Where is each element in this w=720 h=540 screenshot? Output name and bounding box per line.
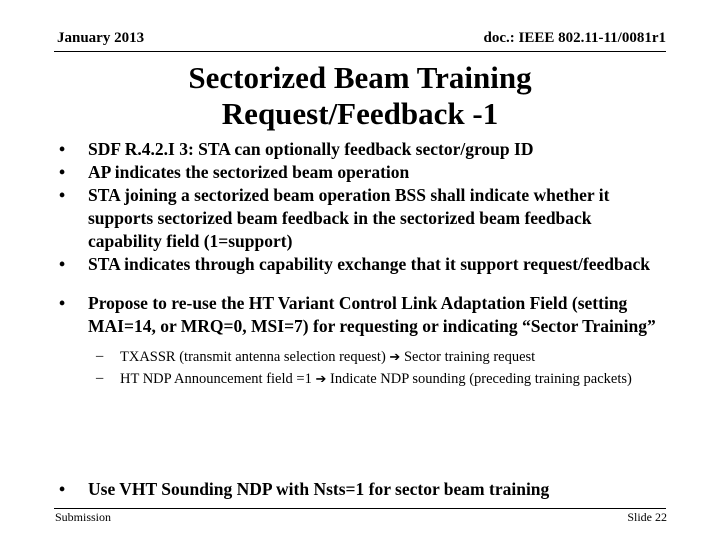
slide-title <box>60 60 660 132</box>
sub-bullet-marker: – <box>96 348 104 364</box>
header-date: January 2013 <box>57 30 145 46</box>
bullet-item <box>59 478 708 501</box>
bullet-marker: • <box>59 479 66 499</box>
sub-bullet-right-text: Sector training request <box>403 349 536 365</box>
title-line-2: Request/Feedback -1 <box>221 96 499 131</box>
sub-bullet-left-text: HT NDP Announcement field =1 <box>120 371 312 387</box>
bullet-item <box>59 138 669 161</box>
bullet-marker: • <box>59 139 66 159</box>
bullet-list <box>59 138 669 390</box>
bullet-text: Propose to re-use the HT Variant Control Link Adaptation Field (setting MAI=14, or MRQ=0, MSI=7) for requesting or indicating “Sector Training” <box>88 293 656 336</box>
bullet-text: SDF R.4.2.I 3: STA can optionally feedback sector/group ID <box>88 139 534 159</box>
header-divider <box>54 51 666 52</box>
header-doc-id: doc.: IEEE 802.11-11/0081r1 <box>483 30 666 46</box>
sub-bullet-left-text: TXASSR (transmit antenna selection request) <box>120 349 386 365</box>
footer-slide-number: Slide 22 <box>627 510 667 524</box>
bullet-item <box>59 253 669 276</box>
footer-submission: Submission <box>55 510 112 524</box>
sub-bullet-item <box>59 368 650 390</box>
title-line-1: Sectorized Beam Training <box>188 60 532 95</box>
sub-bullet-list <box>59 346 669 390</box>
bullet-marker: • <box>59 293 66 313</box>
bullet-item <box>59 292 669 338</box>
spacer <box>59 276 669 292</box>
sub-bullet-item <box>59 346 650 368</box>
bullet-item <box>59 161 669 184</box>
bullet-text: AP indicates the sectorized beam operation <box>88 162 410 182</box>
bullet-item <box>59 184 669 253</box>
right-arrow-icon: ➔ <box>389 349 401 364</box>
bullet-text: Use VHT Sounding NDP with Nsts=1 for sector beam training <box>88 479 550 499</box>
bullet-marker: • <box>59 254 66 274</box>
footer-divider <box>54 508 666 509</box>
bullet-text: STA indicates through capability exchange that it support request/feedback <box>88 254 650 274</box>
bullet-marker: • <box>59 162 66 182</box>
sub-bullet-right-text: Indicate NDP sounding (preceding training packets) <box>329 371 632 387</box>
right-arrow-icon: ➔ <box>315 371 327 386</box>
bullet-text: STA joining a sectorized beam operation BSS shall indicate whether it supports sectorized beam feedback in the sectorized beam feedback capability field (1=support) <box>88 185 610 251</box>
bullet-marker: • <box>59 185 66 205</box>
sub-bullet-marker: – <box>96 370 104 386</box>
